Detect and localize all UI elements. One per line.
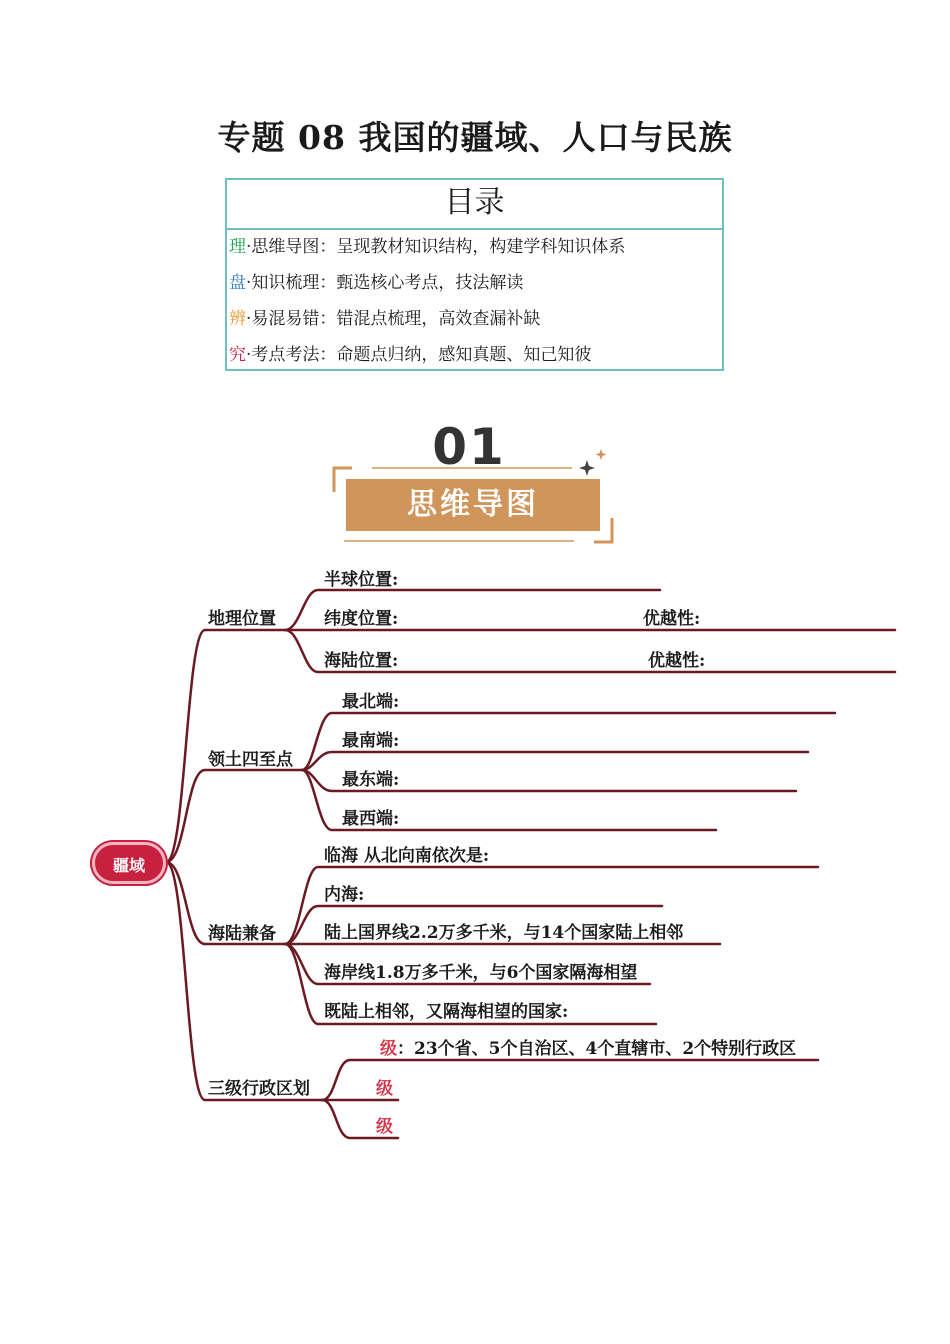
leaf-label: 最北端: (342, 692, 400, 712)
level-mark: 级 (376, 1117, 393, 1137)
toc-colon: ： (319, 345, 337, 365)
toc-sep: · (246, 273, 252, 293)
toc-mark: 究 (229, 345, 246, 365)
toc-name: 考点考法 (251, 345, 320, 365)
branch-label: 地理位置 (208, 609, 276, 629)
branch-label: 领土四至点 (208, 750, 293, 770)
toc-sep: · (246, 345, 252, 365)
toc-name: 思维导图 (251, 237, 320, 257)
leaf-label: 最西端: (342, 809, 400, 829)
leaf-label: 最南端: (342, 731, 400, 751)
toc-name: 知识梳理 (251, 273, 320, 293)
toc-desc: 错混点梳理，高效查漏补缺 (336, 309, 541, 329)
leaf-label: 半球位置: (324, 570, 399, 590)
section-number: 01 (432, 418, 506, 476)
leaf-label: 既陆上相邻，又隔海相望的国家: (324, 1002, 569, 1022)
toc-desc: 呈现教材知识结构，构建学科知识体系 (336, 237, 626, 257)
section-banner: 思维导图 (343, 476, 603, 534)
branch-label: 海陆兼备 (208, 924, 276, 944)
toc-mark: 理 (229, 237, 246, 257)
toc-mark: 辨 (229, 309, 246, 329)
level-mark: 级 (380, 1039, 397, 1059)
level-mark: 级 (376, 1079, 393, 1099)
mindmap-root: 疆域 (92, 842, 166, 884)
toc-sep: · (246, 309, 252, 329)
level-detail: ：23个省、5个自治区、4个直辖市、2个特别行政区 (397, 1039, 797, 1059)
leaf-label (380, 1034, 796, 1059)
toc-colon: ： (319, 309, 337, 329)
toc-desc: 命题点归纳，感知真题、知己知彼 (336, 345, 592, 365)
toc-sep: · (246, 237, 252, 257)
leaf-label: 纬度位置: (324, 609, 399, 629)
toc-desc: 甄选核心考点，技法解读 (336, 273, 524, 293)
leaf-label: 优越性: (643, 609, 701, 629)
toc-colon: ： (319, 273, 337, 293)
leaf-label: 海岸线1.8万多千米，与6个国家隔海相望 (324, 963, 638, 983)
leaf-label: 优越性: (648, 651, 706, 671)
leaf-label: 最东端: (342, 770, 400, 790)
leaf-label: 海陆位置: (324, 651, 399, 671)
toc-colon: ： (319, 237, 337, 257)
page-title: 专题 08 我国的疆域、人口与民族 (217, 118, 733, 157)
branch-label: 三级行政区划 (208, 1079, 310, 1099)
toc-name: 易混易错 (251, 309, 320, 329)
leaf-label: 陆上国界线2.2万多千米，与14个国家陆上相邻 (324, 923, 684, 943)
toc-heading: 目录 (227, 180, 722, 230)
leaf-label: 内海: (324, 885, 365, 905)
toc-mark: 盘 (229, 273, 246, 293)
leaf-label: 临海 从北向南依次是: (324, 846, 490, 866)
